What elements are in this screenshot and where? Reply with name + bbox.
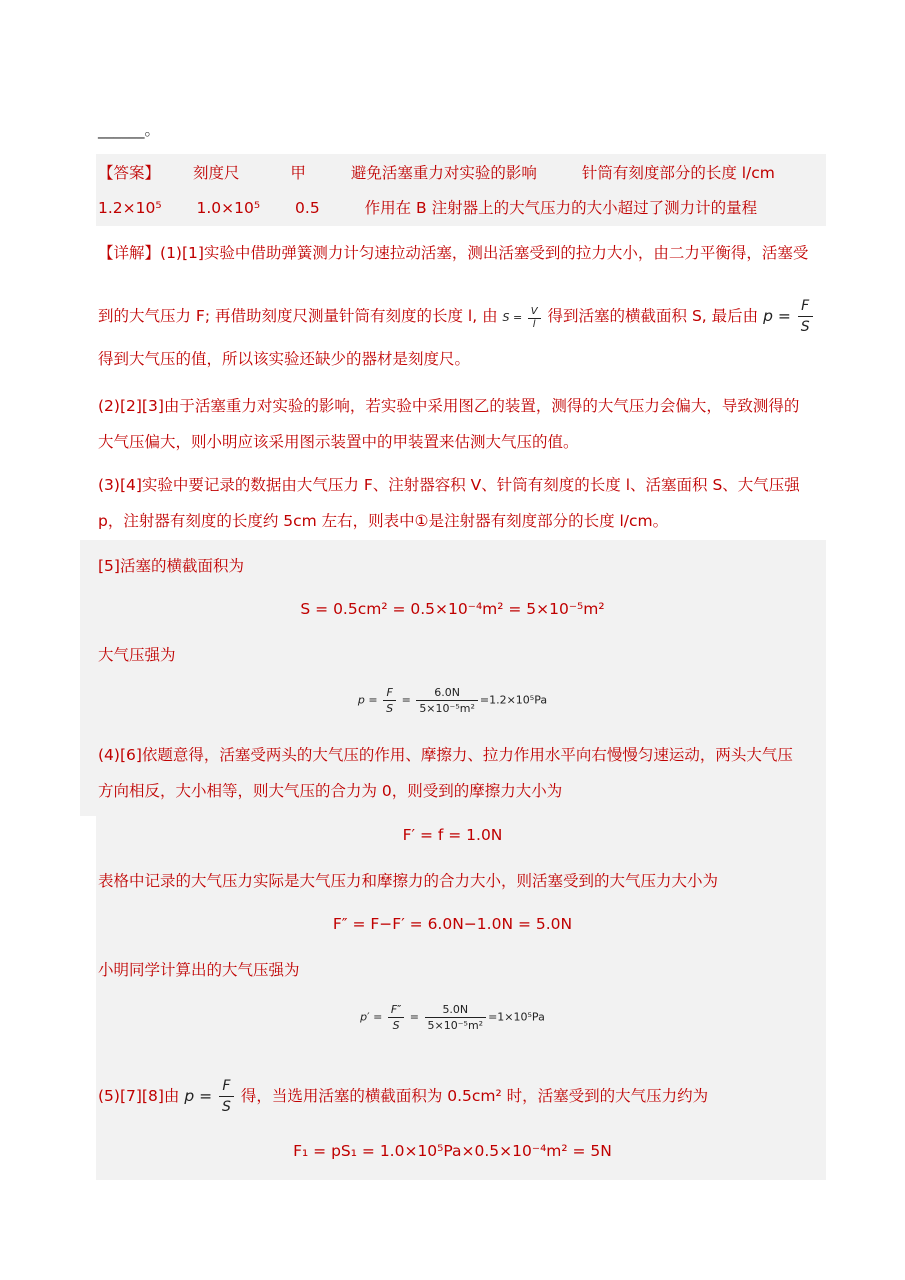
computed-pressure-equation: p′ = $\frac{F''}{S}$ = $\frac{5.0N}{\text{5×10⁻⁵m²}}$ =1×10⁵Pa	[360, 1003, 545, 1032]
answer-item-6: 1.0×10⁵	[196, 199, 261, 217]
detail-p4-line-2: 方向相反，大小相等，则大气压的合力为 0，则受到的摩擦力大小为	[98, 782, 563, 800]
detail-p4-line-3: 表格中记录的大气压力实际是大气压力和摩擦力的合力大小，则活塞受到的大气压力大小为	[98, 872, 719, 890]
pressure-label: 大气压强为	[98, 646, 176, 664]
formula-s-equals-v-over-l: S = $\frac{V}{l}$	[503, 311, 543, 324]
answer-item-7: 0.5	[295, 199, 320, 217]
answer-item-8: 作用在 B 注射器上的大气压力的大小超过了测力计的量程	[364, 199, 758, 217]
detail-p5-line-1: (5)[7][8]由 p = $\frac{F}{S}$ 得，当选用活塞的横截面积为 0.5cm² 时，活塞受到的大气压力约为	[98, 1078, 709, 1115]
friction-equation: F′ = f = 1.0N	[402, 826, 503, 844]
net-force-equation: F″ = F−F′ = 6.0N−1.0N = 5.0N	[332, 915, 573, 933]
answer-item-1: 刻度尺	[192, 164, 240, 182]
detail-p4-line-1: (4)[6]依题意得，活塞受两头的大气压的作用、摩擦力、拉力作用水平向右慢慢匀速运动，两头大气压	[98, 746, 793, 764]
answer-line-1	[98, 163, 775, 183]
detail-p4-line-4: 小明同学计算出的大气压强为	[98, 961, 300, 979]
answer-item-4: 针筒有刻度部分的长度 l/cm	[581, 164, 775, 182]
formula-p-equals-f-over-s: p = $\frac{F}{S}$	[763, 307, 815, 325]
answer-item-3: 避免活塞重力对实验的影响	[350, 164, 537, 182]
detail-p3-line-1: (3)[4]实验中要记录的数据由大气压力 F、注射器容积 V、针筒有刻度的长度 l、活塞面积 S、大气压强	[98, 476, 800, 494]
answer-item-2: 甲	[290, 164, 306, 182]
area-equation: S = 0.5cm² = 0.5×10⁻⁴m² = 5×10⁻⁵m²	[300, 600, 605, 618]
area-label: [5]活塞的横截面积为	[98, 557, 244, 575]
detail-p2-line-2: 大气压偏大，则小明应该采用图示装置中的甲装置来估测大气压的值。	[98, 433, 579, 451]
pressure-equation: p = $\frac{F}{S}$ = $\frac{6.0N}{\text{5×10⁻⁵m²}}$ =1.2×10⁵Pa	[357, 686, 548, 715]
detail-label: 【详解】	[98, 244, 161, 262]
formula-p-equals-f-over-s-2: p = $\frac{F}{S}$	[184, 1087, 236, 1105]
detail-p1-line-1: 【详解】(1)[1]实验中借助弹簧测力计匀速拉动活塞，测出活塞受到的拉力大小，由二力平衡得，活塞受	[98, 244, 809, 262]
answer-item-5: 1.2×10⁵	[98, 199, 162, 217]
detail-panel-left	[80, 540, 96, 816]
answer-line-2	[98, 198, 757, 218]
answer-label: 【答案】	[98, 164, 161, 182]
detail-p2-line-1: (2)[2][3]由于活塞重力对实验的影响，若实验中采用图乙的装置，测得的大气压力会偏大，导致测得的	[98, 397, 800, 415]
detail-p3-line-2: p，注射器有刻度的长度约 5cm 左右，则表中①是注射器有刻度部分的长度 l/cm。	[98, 512, 669, 530]
force-equation: F₁ = pS₁ = 1.0×10⁵Pa×0.5×10⁻⁴m² = 5N	[293, 1142, 612, 1160]
detail-p1-line-3: 得到大气压的值，所以该实验还缺少的器材是刻度尺。	[98, 350, 471, 368]
blank-tail: ______。	[98, 121, 161, 139]
detail-p1-line-2: 到的大气压力 F; 再借助刻度尺测量针筒有刻度的长度 l, 由 S = $\frac{V}{l}$ 得到活塞的横截面积 S, 最后由 p = $\frac{F}{S}$	[98, 296, 815, 337]
